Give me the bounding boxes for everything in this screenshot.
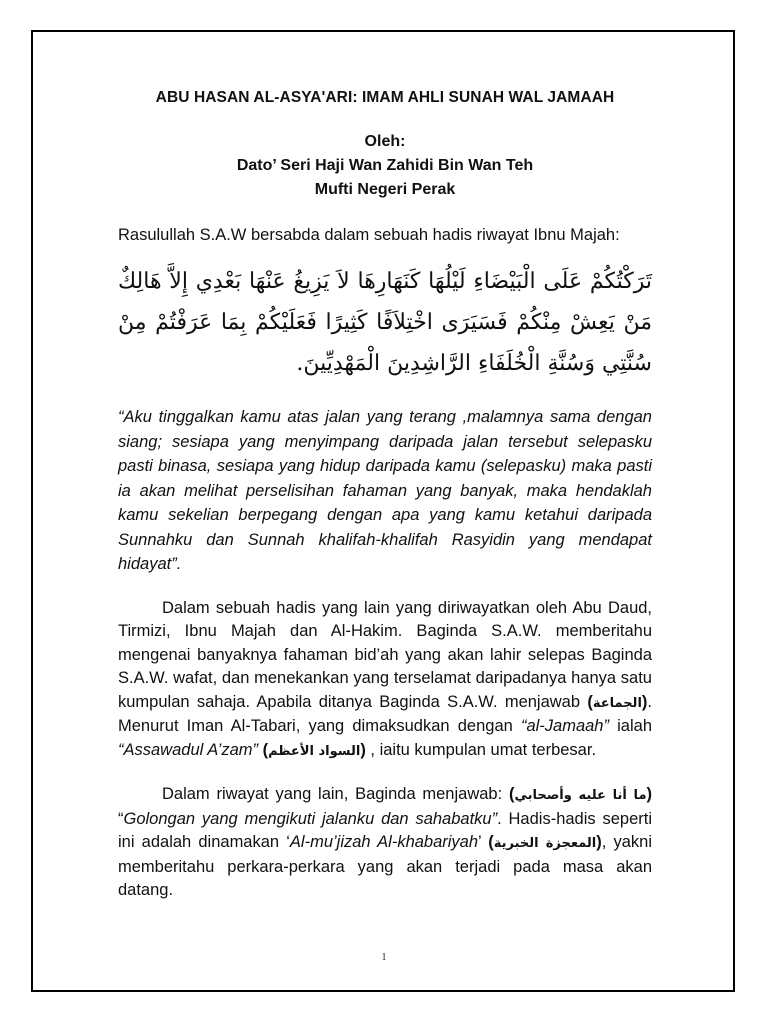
- paragraph-text: Dalam sebuah hadis yang lain yang diriwayatkan oleh Abu Daud, Tirmizi, Ibnu Majah dan Al-Hakim. Baginda S.A.W. memberitahu mengenai banyaknya fahaman bid’ah yang akan lahir selepas Baginda S.A.W. wafat, dan menekankan yang terselamat daripadanya hanya satu kumpulan sahaja. Apabila ditanya Baginda S.A.W. menjawab: [118, 598, 652, 711]
- paragraph-text: , yakni memberitahu perkara-perkara yang akan terjadi pada masa akan datang.: [118, 833, 653, 899]
- intro-paragraph: Rasulullah S.A.W bersabda dalam sebuah hadis riwayat Ibnu Majah:: [118, 226, 620, 244]
- paragraph-text: ialah: [608, 717, 652, 735]
- paragraph-jamaah: [118, 597, 652, 764]
- arabic-term-sawad-azam: السواد الأعظم: [268, 743, 361, 759]
- paren: ): [641, 692, 648, 711]
- paragraph-text: “: [118, 809, 124, 828]
- document-title: ABU HASAN AL-ASYA'ARI: IMAM AHLI SUNAH WAL JAMAAH: [155, 89, 615, 106]
- term-mujizah-khabariyah: Al-mu’jizah Al-khabariyah: [289, 833, 479, 851]
- term-al-jamaah: “al-Jamaah”: [520, 717, 609, 735]
- paren: ): [360, 740, 366, 759]
- paren: (: [488, 833, 494, 851]
- paragraph-text: Dalam riwayat yang lain, Baginda menjawab:: [162, 785, 509, 803]
- term-assawadul-azam: “Assawadul A’zam”: [118, 740, 258, 759]
- paragraph-riwayat: [118, 783, 652, 903]
- arabic-hadith-text: تَرَكْتُكُمْ عَلَى الْبَيْضَاءِ لَيْلُهَا كَنَهَارِهَا لاَ يَزِيغُ عَنْهَا بَعْدِي إِلاَّ هَالِكٌ مَنْ يَعِشْ مِنْكُمْ فَسَيَرَى اخْتِلاَفًا كَثِيرًا فَعَلَيْكُمْ بِمَا عَرَفْتُمْ مِنْ سُنَّتِي وَسُنَّةِ الْخُلَفَاءِ الرَّاشِدِينَ الْمَهْدِيِّينَ.: [118, 269, 652, 376]
- byline: [118, 130, 652, 202]
- arabic-term-jamaah: الجماعة: [592, 695, 642, 711]
- paragraph-text: , iaitu kumpulan umat terbesar.: [365, 740, 597, 759]
- paren: ): [646, 785, 652, 803]
- paragraph-text: . Menurut Iman Al-Tabari, yang dimaksudkan dengan: [118, 692, 652, 735]
- byline-label: Oleh:: [364, 133, 406, 150]
- arabic-term-ashabi: ما أنا عليه وأصحابي: [514, 788, 647, 803]
- arabic-term-mujizah: المعجزة الخبرية: [493, 836, 597, 851]
- author-name: Dato’ Seri Haji Wan Zahidi Bin Wan Teh: [236, 157, 534, 174]
- document-body: [118, 86, 652, 903]
- quoted-translation: Golongan yang mengikuti jalanku dan sahabatku”: [123, 809, 498, 828]
- paragraph-text: ’: [478, 833, 489, 851]
- author-position: Mufti Negeri Perak: [314, 181, 456, 198]
- hadith-translation: “Aku tinggalkan kamu atas jalan yang terang ,malamnya sama dengan siang; sesiapa yang menyimpang daripada jalan tersebut selepasku pasti binasa, sesiapa yang hidup daripada kamu (selepasku) maka pasti ia akan melihat perselisihan fahaman yang banyak, maka hendaklah kamu sekelian berpegang dengan apa yang kamu ketahui daripada Sunnahku dan Sunnah khalifah-khalifah Rasyidin yang mendapat hidayat”.: [118, 408, 652, 573]
- paren: (: [508, 785, 515, 803]
- paren: ): [596, 833, 602, 851]
- paren: (: [257, 740, 269, 759]
- paragraph-text: . Hadis-hadis seperti ini adalah dinamakan ‘: [118, 809, 652, 851]
- paren: (: [587, 692, 593, 711]
- page-number: 1: [381, 952, 387, 963]
